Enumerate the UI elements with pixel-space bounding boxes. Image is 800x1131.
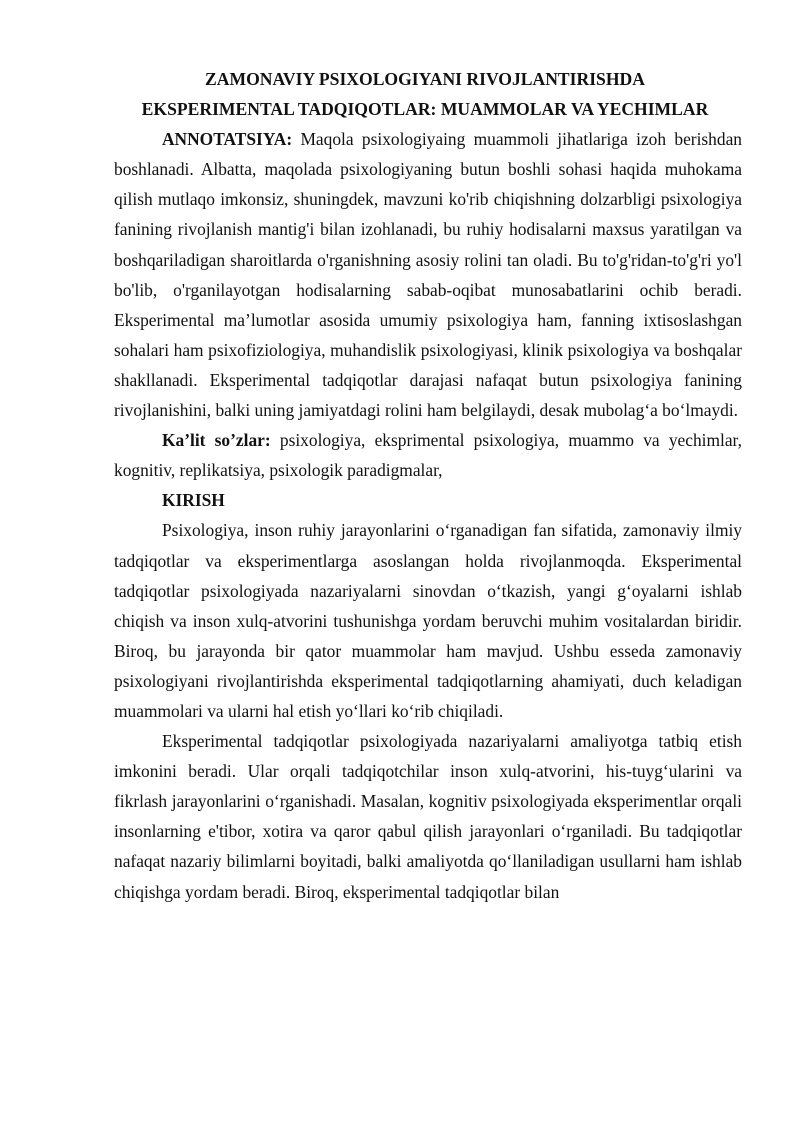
title-line-2: EKSPERIMENTAL TADQIQOTLAR: MUAMMOLAR VA YECHIMLAR [141, 99, 709, 120]
abstract-paragraph [114, 124, 742, 425]
abstract-text: Maqola psixologiyaing muammoli jihatlariga izoh berishdan boshlanadi. Albatta, maqolada psixologiyaning butun boshli sohasi haqida muhokama qilish mutlaqo imkonsiz, shuningdek, mavzuni ko'rib chiqishning dolzarbligi psixologiya fanining rivojlanish mantig'i bilan izohlanadi, bu ruhiy hodisalarni maxsus yaratilgan va boshqariladigan sharoitlarda o'rganishning asosiy rolini tan oladi. Bu to'g'ridan-to'g'ri yo'l bo'lib, o'rganilayotgan hodisalarning sabab-oqibat munosabatlarini ochib beradi. Eksperimental ma’lumotlar asosida umumiy psixologiya ham, fanning ixtisoslashgan sohalari ham psixofiziologiya, muhandislik psixologiyasi, klinik psixologiya va boshqalar shakllanadi. Eksperimental tadqiqotlar darajasi nafaqat butun psixologiya fanining rivojlanishini, balki uning jamiyatdagi rolini ham belgilaydi, desak mubolag‘a bo‘lmaydi. [114, 129, 742, 421]
title-line-1: ZAMONAVIY PSIXOLOGIYANI RIVOJLANTIRISHDA [205, 69, 645, 89]
abstract-label: ANNOTATSIYA: [162, 129, 293, 150]
body-paragraph-2: Eksperimental tadqiqotlar psixologiyada nazariyalarni amaliyotga tatbiq etish imkonini beradi. Ular orqali tadqiqotchilar inson xulq-atvorini, his-tuyg‘ularini va fikrlash jarayonlarini o‘rganishadi. Masalan, kognitiv psixologiyada eksperimentlar orqali insonlarning e'tibor, xotira va qaror qabul qilish jarayonlari o‘rganiladi. Bu tadqiqotlar nafaqat nazariy bilimlarni boyitadi, balki amaliyotda qo‘llaniladigan usullarni ham ishlab chiqishga yordam beradi. Biroq, eksperimental tadqiqotlar bilan [114, 731, 742, 902]
body-paragraph-1: Psixologiya, inson ruhiy jarayonlarini o‘rganadigan fan sifatida, zamonaviy ilmiy tadqiqotlar va eksperimentlarga asoslangan holda rivojlanmoqda. Eksperimental tadqiqotlar psixologiyada nazariyalarni sinovdan o‘tkazish, yangi g‘oyalarni ishlab chiqish va inson xulq-atvorini tushunishga yordam beruvchi muhim vositalardan biridir. Biroq, bu jarayonda bir qator muammolar ham mavjud. Ushbu esseda zamonaviy psixologiyani rivojlantirishda eksperimental tadqiqotlarning ahamiyati, duch keladigan muammolari va ularni hal etish yo‘llari ko‘rib chiqiladi. [114, 520, 742, 721]
keywords-text: psixologiya, eksprimental psixologiya, muammo va yechimlar, kognitiv, replikatsiya, psixologik paradigmalar, [114, 430, 742, 481]
keywords-paragraph [114, 425, 742, 485]
section-heading: KIRISH [162, 490, 225, 511]
keywords-label: Ka’lit so’zlar: [162, 430, 271, 451]
